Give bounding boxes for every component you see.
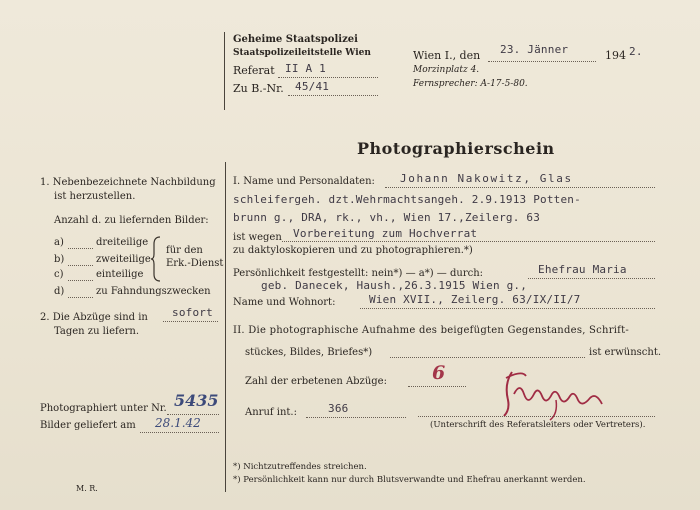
wohn-label: Name und Wohnort: [233,297,336,308]
delivered-label: Bilder geliefert am [40,420,136,431]
delivered-value: 28.1.42 [155,416,201,430]
date-value: 23. Jänner [500,43,569,56]
wegen-line2: zu daktyloskopieren und zu photographieren.*) [233,245,473,256]
anruf-value: 366 [328,402,349,415]
zu-label: Zu B.-Nr. [233,82,284,95]
header-office: Staatspolizeileitstelle Wien [233,48,371,58]
option-a-lead [68,248,93,249]
abzuege-value: 6 [432,362,446,384]
wegen-value: Vorbereitung zum Hochverrat [293,227,478,240]
abzuege-rule [408,386,466,387]
phone: Fernsprecher: A-17-5-80. [413,79,528,89]
page-title: Photographierschein [357,139,555,158]
option-text-a: dreiteilige [96,237,149,248]
s2-line2: stückes, Bildes, Briefes*) [245,347,373,358]
s1-line1: Johann Nakowitz, Glas [400,172,573,185]
option-text-b: zweiteilige [96,254,151,265]
referat-value: II A 1 [285,62,326,75]
option-letter-c: c) [54,269,64,280]
abzuege-label: Zahl der erbetenen Abzüge: [245,376,387,387]
photographed-line [167,414,219,415]
pers-rule [528,278,655,279]
left-anzahl: Anzahl d. zu liefernden Bilder: [54,215,209,226]
referat-line [278,77,378,78]
date-line [488,61,596,62]
wohn-rule [360,308,655,309]
s2-line1: II. Die photographische Aufnahme des beigefügten Gegenstandes, Schrift- [233,325,630,336]
left-item2-line1: 2. Die Abzüge sind in [40,312,148,323]
zu-line [288,95,378,96]
wegen-label: ist wegen [233,232,282,243]
left-item2-line2: Tagen zu liefern. [54,326,140,337]
pers-value: Ehefrau Maria [538,263,627,276]
left-item2-line [163,321,218,322]
delivered-line [140,432,219,433]
s2-end: ist erwünscht. [589,347,662,358]
option-text-c: einteilige [96,269,144,280]
wegen-rule [282,241,655,242]
s1-label: I. Name und Personaldaten: [233,176,375,187]
s1-line1-rule [385,187,655,188]
pers-line2: geb. Danecek, Haush.,26.3.1915 Wien g., [261,279,528,292]
options-brace [150,236,162,282]
signature-rule [418,416,655,417]
option-letter-d: d) [54,286,65,297]
photographed-value: 5435 [174,391,219,410]
s1-line3: brunn g., DRA, rk., vh., Wien 17.,Zeilerg. 63 [233,211,541,224]
footnote-2: *) Persönlichkeit kann nur durch Blutsverwandte und Ehefrau anerkannt werden. [233,475,586,485]
initials: M. R. [76,484,98,493]
anruf-rule [306,417,406,418]
signature-caption: (Unterschrift des Referatsleiters oder Vertreters). [430,420,646,430]
signature-scribble [498,364,608,422]
wohn-value: Wien XVII., Zeilerg. 63/IX/II/7 [369,293,581,306]
footnote-1: *) Nichtzutreffendes streichen. [233,462,367,472]
anruf-label: Anruf int.: [245,407,297,418]
option-text-d: zu Fahndungszwecken [96,286,211,297]
brace-line2: Erk.-Dienst [166,258,224,269]
header-org: Geheime Staatspolizei [233,34,358,45]
left-divider [225,162,226,492]
referat-label: Referat [233,64,275,77]
left-item1-line1: 1. Nebenbezeichnete Nachbildung [40,177,216,188]
photographed-label: Photographiert unter Nr. [40,403,167,414]
option-d-lead [68,297,93,298]
zu-value: 45/41 [295,80,330,93]
s2-rule [390,357,585,358]
brace-line1: für den [166,245,203,256]
left-item1-line2: ist herzustellen. [54,191,136,202]
street: Morzinplatz 4. [413,65,480,75]
pers-label: Persönlichkeit festgestellt: nein*) — a*) — durch: [233,268,484,279]
option-c-lead [68,280,93,281]
s1-line2: schleifergeh. dzt.Wehrmachtsangeh. 2.9.1913 Potten- [233,193,581,206]
year-suffix: 2. [629,45,643,58]
option-letter-b: b) [54,254,65,265]
option-letter-a: a) [54,237,64,248]
header-divider [224,32,225,110]
option-b-lead [68,265,93,266]
year-prefix: 194 [605,49,626,62]
place-label: Wien I., den [413,49,481,62]
left-item2-value: sofort [172,306,213,319]
